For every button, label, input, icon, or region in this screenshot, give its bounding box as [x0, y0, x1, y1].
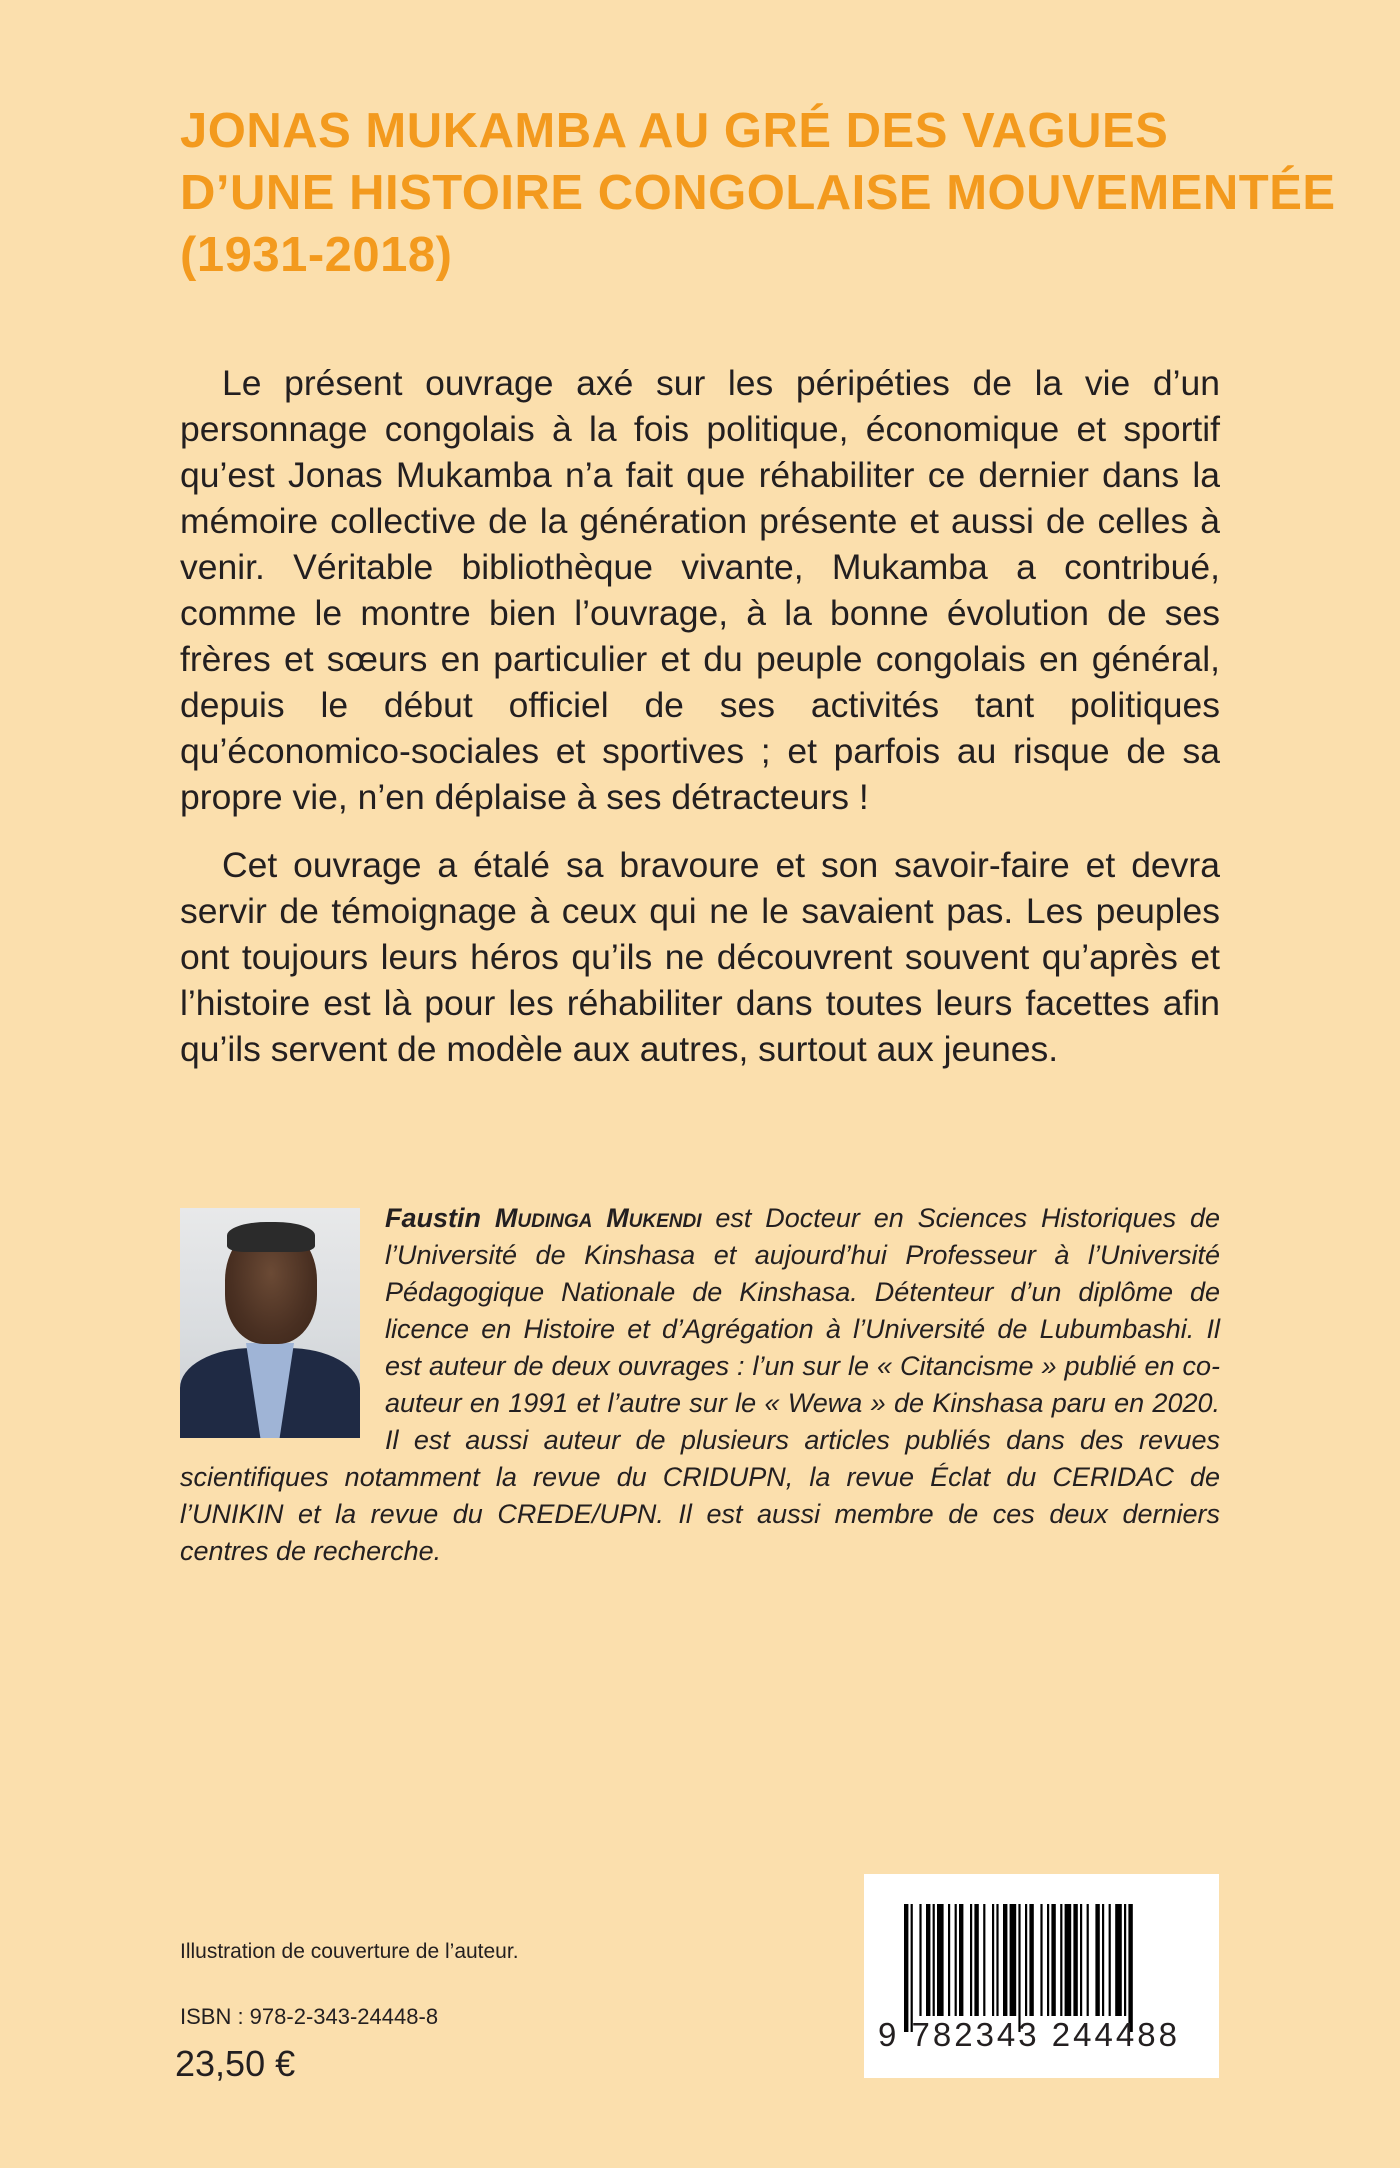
- blurb: [180, 360, 1220, 1094]
- barcode-bar: [1095, 1904, 1099, 2016]
- barcode-bar: [1073, 1904, 1077, 2016]
- blurb-paragraph: Cet ouvrage a étalé sa bravoure et son savoir-faire et devra servir de témoignage à ceux qui ne le savaient pas. Les peuples ont toujours leurs héros qu’ils ne découvrent souvent qu’après et l’histoire est là pour les réhabiliter dans toutes leurs facettes afin qu’ils servent de modèle aux autres, surtout aux jeunes.: [180, 845, 1220, 1069]
- author-bio-text: est Docteur en Sciences Historiques de l’Université de Kinshasa et aujourd’hui Professeur à l’Université Pédagogique Nationale de Kinshasa. Détenteur d’un diplôme de licence en Histoire et d’Agrégation à l’Université de Lubumbashi. Il est auteur de deux ouvrages : l’un sur le « Citancisme » publié en co-auteur en 1991 et l’autre sur le « Wewa » de Kinshasa paru en 2020. Il est aussi auteur de plusieurs articles publiés dans des revues scientifiques notamment la revue du CRIDUPN, la revue Éclat du CERIDAC de l’UNIKIN et la revue du CREDE/UPN. Il est aussi membre de ces deux derniers centres de recherche.: [180, 1203, 1220, 1566]
- barcode-bar: [970, 1904, 972, 2016]
- blurb-paragraph: Le présent ouvrage axé sur les péripéties de la vie d’un personnage congolais à la fois politique, économique et sportif qu’est Jonas Mukamba n’a fait que réhabiliter ce dernier dans la mémoire collective de la génération présente et aussi de celles à venir. Véritable bibliothèque vivante, Mukamba a contribué, comme le montre bien l’ouvrage, à la bonne évolution de ses frères et sœurs en particulier et du peuple congolais en général, depuis le début officiel de ses activités tant politiques qu’économico-sociales et sportives ; et parfois au risque de sa propre vie, n’en déplaise à ses détracteurs !: [180, 363, 1220, 817]
- barcode-bar: [1102, 1904, 1104, 2016]
- barcode-bar: [1029, 1904, 1033, 2016]
- barcode-bar: [1065, 1904, 1072, 2016]
- barcode-bar: [1124, 1904, 1126, 2016]
- barcode-bar: [1051, 1904, 1055, 2016]
- barcode-bar: [1115, 1904, 1122, 2016]
- book-title: [180, 100, 1336, 286]
- barcode-bar: [937, 1904, 944, 2016]
- barcode-bar: [1047, 1904, 1049, 2016]
- barcode-bar: [911, 1904, 913, 2032]
- title-line-2: D’UNE HISTOIRE CONGOLAISE MOUVEMENTÉE: [180, 166, 1336, 220]
- author-first-name: Faustin: [385, 1203, 482, 1233]
- barcode-bar: [933, 1904, 935, 2016]
- barcode-bar: [1003, 1904, 1007, 2016]
- barcode-bar: [919, 1904, 921, 2016]
- barcode-bar: [1018, 1904, 1020, 2032]
- barcode-digits: 9 782343 244488: [878, 2016, 1180, 2053]
- cover-credit: Illustration de couverture de l’auteur.: [180, 1940, 519, 1963]
- barcode-bar: [1109, 1904, 1111, 2016]
- author-photo: [180, 1208, 360, 1438]
- isbn: ISBN : 978-2-343-24448-8: [180, 2004, 439, 2029]
- barcode: [864, 1874, 1219, 2078]
- barcode-bar: [959, 1904, 963, 2016]
- barcode-bar: [1025, 1904, 1027, 2016]
- author-bio: [180, 1200, 1220, 1570]
- barcode-bar: [1087, 1904, 1089, 2016]
- barcode-bar: [974, 1904, 978, 2016]
- barcode-bar: [1080, 1904, 1082, 2016]
- barcode-bar: [904, 1904, 908, 2032]
- price: 23,50 €: [175, 2043, 296, 2084]
- barcode-bar: [1040, 1904, 1042, 2016]
- barcode-bar: [992, 1904, 994, 2016]
- title-line-1: JONAS MUKAMBA AU GRÉ DES VAGUES: [180, 104, 1169, 158]
- barcode-bar: [948, 1904, 950, 2016]
- barcode-bar: [1128, 1904, 1132, 2032]
- barcode-bar: [955, 1904, 957, 2016]
- barcode-bar: [1060, 1904, 1062, 2016]
- title-line-3: (1931-2018): [180, 228, 453, 282]
- barcode-bar: [926, 1904, 930, 2016]
- barcode-bar: [1010, 1904, 1017, 2016]
- author-last-name: Mudinga Mukendi: [494, 1203, 702, 1233]
- barcode-bar: [996, 1904, 998, 2016]
- barcode-bar: [983, 1904, 985, 2016]
